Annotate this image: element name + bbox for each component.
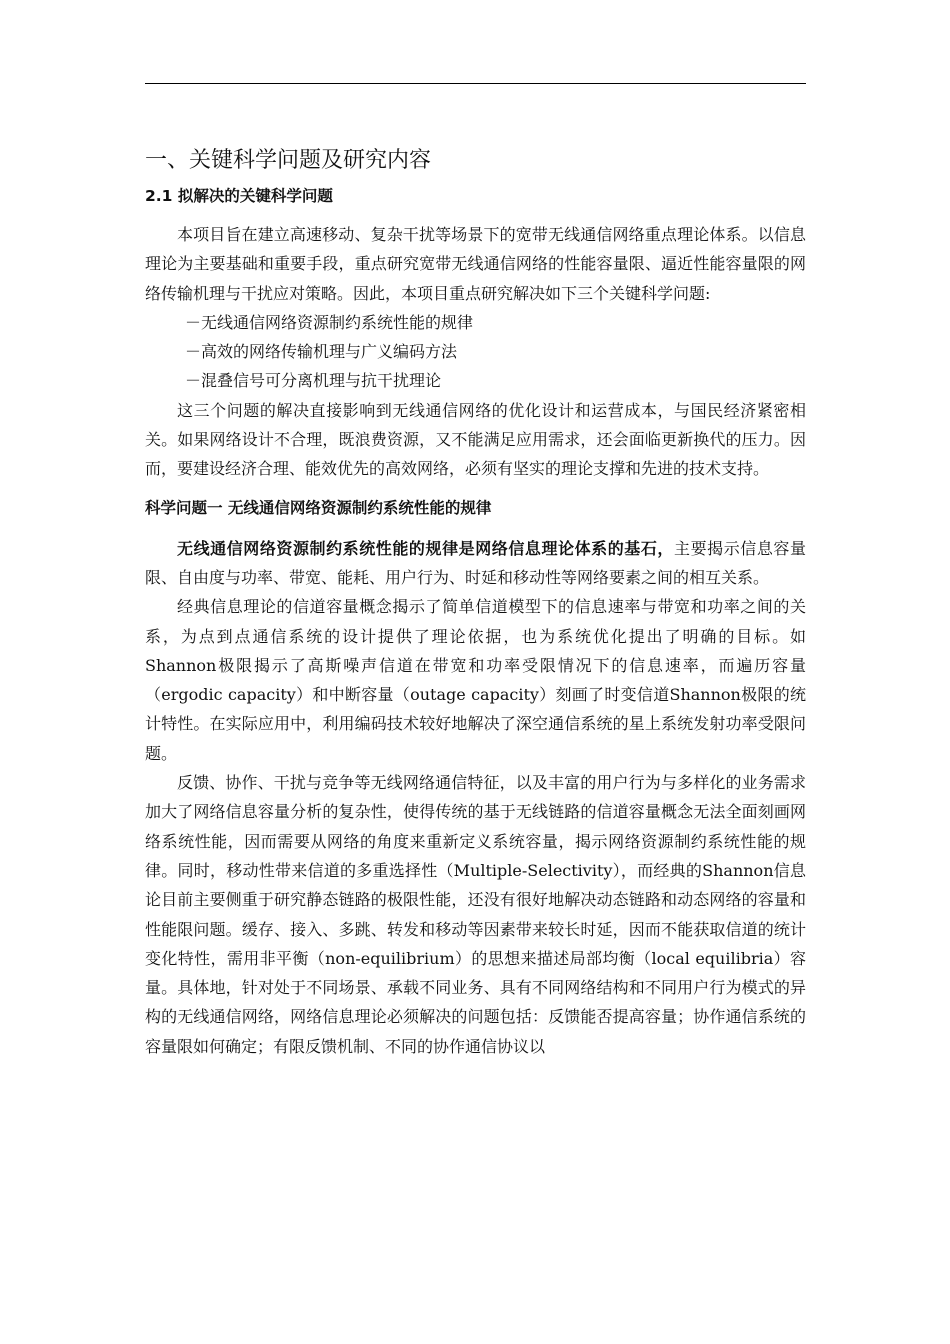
feedback-paragraph: 反馈、协作、干扰与竞争等无线网络通信特征，以及丰富的用户行为与多样化的业务需求加大了网络信息容量分析的复杂性，使得传统的基于无线链路的信道容量概念无法全面刻画网络系统性能，因而需要从网络的角度来重新定义系统容量，揭示网络资源制约系统性能的规律。同时，移动性带来信道的多重选择性（Multiple-Selectivity），而经典的Shannon信息论目前主要侧重于研究静态链路的极限性能，还没有很好地解决动态链路和动态网络的容量和性能限问题。缓存、接入、多跳、转发和移动等因素带来较长时延，因而不能获取信道的统计变化特性，需用非平衡（non-equilibrium）的思想来描述局部均衡（local equilibria）容量。具体地，针对处于不同场景、承载不同业务、具有不同网络结构和不同用户行为模式的异构的无线通信网络，网络信息理论必须解决的问题包括：反馈能否提高容量；协作通信系统的容量限如何确定；有限反馈机制、不同的协作通信协议以 [145,773,806,1056]
intro-paragraph: 本项目旨在建立高速移动、复杂干扰等场景下的宽带无线通信网络重点理论体系。以信息理论为主要基础和重要手段，重点研究宽带无线通信网络的性能容量限、逼近性能容量限的网络传输机理与干扰应对策略。因此，本项目重点研究解决如下三个关键科学问题: [145,225,806,303]
subsection-title: 2.1 拟解决的关键科学问题 [145,187,333,205]
impact-paragraph: 这三个问题的解决直接影响到无线通信网络的优化设计和运营成本，与国民经济紧密相关。如果网络设计不合理，既浪费资源，又不能满足应用需求，还会面临更新换代的压力。因而，要建设经济合理、能效优先的高效网络，必须有坚实的理论支撑和先进的技术支持。 [145,400,806,479]
problem-item-3: －混叠信号可分离机理与抗干扰理论 [185,371,442,391]
problem1-lead-rest: 主要揭示信息容量限、自由度与功率、带宽、能耗、用户行为、时延和移动性等网络要素之间的相互关系。 [145,538,806,587]
problem1-lead-paragraph [145,534,806,593]
header-rule [145,83,806,84]
classic-theory-paragraph: 经典信息理论的信道容量概念揭示了简单信道模型下的信息速率与带宽和功率之间的关系，为点到点通信系统的设计提供了理论依据，也为系统优化提出了明确的目标。如Shannon极限揭示了高斯噪声信道在带宽和功率受限情况下的信息速率，而遍历容量（ergodic capacity）和中断容量（outage capacity）刻画了时变信道Shannon极限的统计特性。在实际应用中，利用编码技术较好地解决了深空通信系统的星上系统发射功率受限问题。 [145,597,806,763]
problem1-lead-bold: 无线通信网络资源制约系统性能的规律是网络信息理论体系的基石， [177,538,675,558]
problem-item-1: －无线通信网络资源制约系统性能的规律 [185,312,474,332]
section-title: 一、关键科学问题及研究内容 [145,148,432,173]
problem1-title: 科学问题一 无线通信网络资源制约系统性能的规律 [145,498,492,517]
page-content [145,144,806,1061]
problem-item-2: －高效的网络传输机理与广义编码方法 [185,342,458,362]
